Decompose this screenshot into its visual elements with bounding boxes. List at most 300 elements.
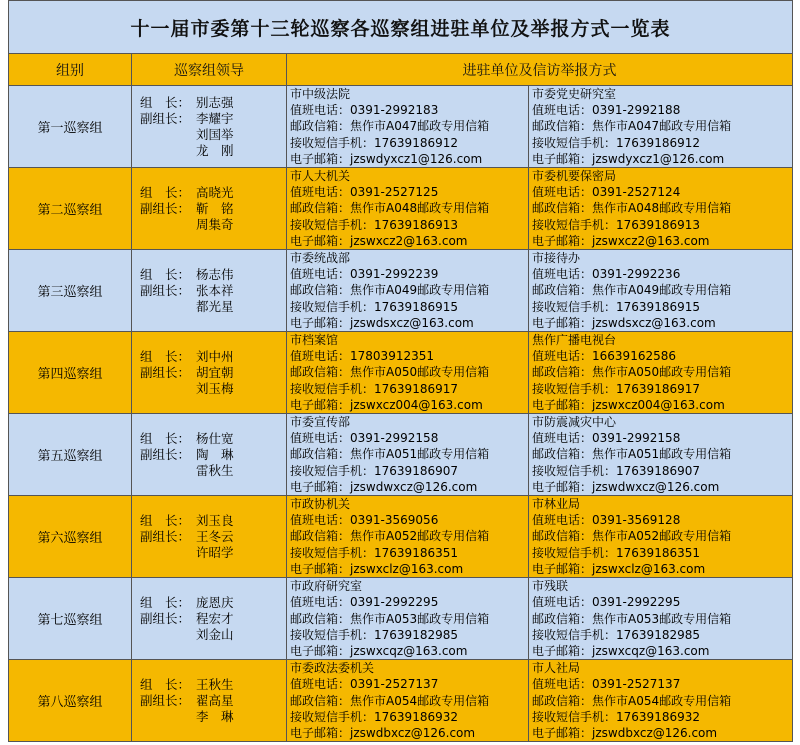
sms-value: 17639182985 xyxy=(616,627,700,642)
unit-sms-line xyxy=(290,217,525,233)
email-label: 电子邮箱： xyxy=(290,725,351,740)
phone-value: 0391-2992188 xyxy=(592,103,681,118)
group-name: 第七巡察组 xyxy=(9,578,132,660)
group-leaders xyxy=(132,250,287,332)
phone-value: 0391-2992158 xyxy=(350,431,439,446)
email-value: jzswxcqz@163.com xyxy=(592,643,710,658)
mailbox-label: 邮政信箱： xyxy=(532,447,593,462)
email-value: jzswdsxcz@163.com xyxy=(592,315,716,330)
deputy-row xyxy=(140,111,286,127)
deputy-row xyxy=(140,127,286,143)
sms-label: 接收短信手机： xyxy=(532,299,617,314)
leader-label: 组 长： xyxy=(140,430,191,446)
unit-name: 市人大机关 xyxy=(290,169,351,184)
deputy-row xyxy=(140,611,286,627)
unit-phone-line xyxy=(290,676,525,692)
unit-phone-line xyxy=(532,676,789,692)
sms-value: 17639186915 xyxy=(374,299,458,314)
unit-name: 市委政法委机关 xyxy=(290,661,375,676)
deputy-row xyxy=(140,365,286,381)
unit-mailbox-line xyxy=(290,611,525,627)
unit-name: 市林业局 xyxy=(532,497,581,512)
unit-phone-line xyxy=(532,430,789,446)
group-name: 第八巡察组 xyxy=(9,660,132,742)
group-name: 第一巡察组 xyxy=(9,86,132,168)
email-label: 电子邮箱： xyxy=(290,151,351,166)
sms-label: 接收短信手机： xyxy=(290,709,375,724)
unit-sms-line xyxy=(290,545,525,561)
unit-cell xyxy=(529,496,793,578)
unit-email-line xyxy=(532,725,789,741)
group-name: 第二巡察组 xyxy=(9,168,132,250)
mailbox-value: 焦作市A051邮政专用信箱 xyxy=(592,447,732,462)
phone-label: 值班电话： xyxy=(290,267,351,282)
mailbox-label: 邮政信箱： xyxy=(290,529,351,544)
unit-cell xyxy=(529,578,793,660)
unit-sms-line xyxy=(290,709,525,725)
unit-email-line xyxy=(290,315,525,331)
leader-row xyxy=(140,595,286,611)
email-label: 电子邮箱： xyxy=(290,643,351,658)
sms-value: 17639186932 xyxy=(616,709,700,724)
mailbox-label: 邮政信箱： xyxy=(290,447,351,462)
phone-value: 0391-3569056 xyxy=(350,513,439,528)
phone-label: 值班电话： xyxy=(290,595,351,610)
email-value: jzswxcz004@163.com xyxy=(350,397,483,412)
sms-label: 接收短信手机： xyxy=(532,217,617,232)
leader-name: 别志强 xyxy=(196,94,234,110)
deputy-row xyxy=(140,447,286,463)
unit-sms-line xyxy=(290,299,525,315)
email-value: jzswxclz@163.com xyxy=(350,561,464,576)
email-value: jzswdbxcz@126.com xyxy=(592,725,718,740)
mailbox-value: 焦作市A047邮政专用信箱 xyxy=(350,119,490,134)
table-row xyxy=(9,332,793,414)
leader-row xyxy=(140,677,286,693)
sms-label: 接收短信手机： xyxy=(290,463,375,478)
unit-cell xyxy=(287,414,529,496)
unit-phone-line xyxy=(532,184,789,200)
unit-cell xyxy=(529,250,793,332)
unit-phone-line xyxy=(290,512,525,528)
leader-name: 高晓光 xyxy=(196,184,234,200)
unit-email-line xyxy=(532,643,789,659)
phone-value: 17803912351 xyxy=(350,349,434,364)
unit-email-line xyxy=(290,397,525,413)
mailbox-label: 邮政信箱： xyxy=(532,201,593,216)
group-leaders xyxy=(132,168,287,250)
mailbox-value: 焦作市A048邮政专用信箱 xyxy=(592,201,732,216)
email-value: jzswdbxcz@126.com xyxy=(350,725,476,740)
mailbox-label: 邮政信箱： xyxy=(290,119,351,134)
unit-name: 市档案馆 xyxy=(290,333,339,348)
inspection-table xyxy=(8,0,793,742)
sms-value: 17639186907 xyxy=(374,463,458,478)
mailbox-label: 邮政信箱： xyxy=(532,611,593,626)
deputy-name: 王冬云 xyxy=(196,528,234,544)
sms-value: 17639186351 xyxy=(616,545,700,560)
group-name: 第六巡察组 xyxy=(9,496,132,578)
unit-cell xyxy=(287,332,529,414)
deputy-name: 胡宜朝 xyxy=(196,364,234,380)
leader-name: 王秋生 xyxy=(196,676,234,692)
table-row xyxy=(9,578,793,660)
deputy-name: 陶 琳 xyxy=(196,446,234,462)
unit-phone-line xyxy=(290,266,525,282)
unit-sms-line xyxy=(290,135,525,151)
unit-mailbox-line xyxy=(290,118,525,134)
unit-sms-line xyxy=(532,463,789,479)
mailbox-label: 邮政信箱： xyxy=(532,283,593,298)
unit-phone-line xyxy=(532,102,789,118)
sms-label: 接收短信手机： xyxy=(532,627,617,642)
unit-mailbox-line xyxy=(532,446,789,462)
unit-email-line xyxy=(290,643,525,659)
phone-value: 0391-2527125 xyxy=(350,185,439,200)
deputy-row xyxy=(140,143,286,159)
unit-name: 市人社局 xyxy=(532,661,581,676)
mailbox-label: 邮政信箱： xyxy=(532,365,593,380)
mailbox-label: 邮政信箱： xyxy=(290,611,351,626)
group-leaders xyxy=(132,332,287,414)
email-value: jzswdwxcz@126.com xyxy=(350,479,478,494)
unit-email-line xyxy=(532,479,789,495)
sms-value: 17639186913 xyxy=(616,217,700,232)
mailbox-value: 焦作市A052邮政专用信箱 xyxy=(350,529,490,544)
phone-label: 值班电话： xyxy=(290,677,351,692)
sms-label: 接收短信手机： xyxy=(532,135,617,150)
leader-label: 组 长： xyxy=(140,184,191,200)
unit-name: 市残联 xyxy=(532,579,569,594)
phone-value: 0391-2992158 xyxy=(592,431,681,446)
sms-value: 17639186917 xyxy=(374,381,458,396)
unit-mailbox-line xyxy=(532,200,789,216)
unit-sms-line xyxy=(290,381,525,397)
email-label: 电子邮箱： xyxy=(532,643,593,658)
sms-label: 接收短信手机： xyxy=(532,545,617,560)
unit-mailbox-line xyxy=(532,364,789,380)
unit-email-line xyxy=(532,233,789,249)
deputy-name: 李耀宇 xyxy=(196,110,234,126)
unit-email-line xyxy=(532,151,789,167)
group-leaders xyxy=(132,414,287,496)
leader-row xyxy=(140,185,286,201)
phone-value: 0391-2992295 xyxy=(350,595,439,610)
unit-phone-line xyxy=(290,102,525,118)
deputy-label: 副组长： xyxy=(140,528,191,544)
header-units: 进驻单位及信访举报方式 xyxy=(287,54,793,86)
group-leaders xyxy=(132,660,287,742)
unit-mailbox-line xyxy=(290,693,525,709)
sms-label: 接收短信手机： xyxy=(532,381,617,396)
email-label: 电子邮箱： xyxy=(290,479,351,494)
unit-sms-line xyxy=(532,709,789,725)
unit-cell xyxy=(287,660,529,742)
email-value: jzswdwxcz@126.com xyxy=(592,479,720,494)
sms-value: 17639186907 xyxy=(616,463,700,478)
email-label: 电子邮箱： xyxy=(532,561,593,576)
mailbox-label: 邮政信箱： xyxy=(290,201,351,216)
deputy-row xyxy=(140,283,286,299)
deputy-name: 张本祥 xyxy=(196,282,234,298)
sms-value: 17639186913 xyxy=(374,217,458,232)
unit-email-line xyxy=(290,725,525,741)
unit-email-line xyxy=(290,479,525,495)
unit-cell xyxy=(287,578,529,660)
email-label: 电子邮箱： xyxy=(532,725,593,740)
unit-mailbox-line xyxy=(290,282,525,298)
unit-name: 市中级法院 xyxy=(290,87,351,101)
mailbox-value: 焦作市A053邮政专用信箱 xyxy=(592,611,732,626)
phone-label: 值班电话： xyxy=(532,185,593,200)
sms-value: 17639186915 xyxy=(616,299,700,314)
unit-cell xyxy=(287,250,529,332)
leader-row xyxy=(140,513,286,529)
unit-name: 市委党史研究室 xyxy=(532,87,617,101)
sms-value: 17639186912 xyxy=(374,135,458,150)
mailbox-value: 焦作市A049邮政专用信箱 xyxy=(592,283,732,298)
unit-phone-line xyxy=(532,594,789,610)
deputy-name: 靳 铭 xyxy=(196,200,234,216)
email-label: 电子邮箱： xyxy=(290,397,351,412)
sms-value: 17639186912 xyxy=(616,135,700,150)
deputy-name: 程宏才 xyxy=(196,610,234,626)
unit-mailbox-line xyxy=(290,364,525,380)
group-leaders xyxy=(132,578,287,660)
unit-name: 市委宣传部 xyxy=(290,415,351,430)
deputy-name: 刘玉梅 xyxy=(196,380,234,396)
email-label: 电子邮箱： xyxy=(290,315,351,330)
phone-value: 0391-2992239 xyxy=(350,267,439,282)
mailbox-label: 邮政信箱： xyxy=(290,365,351,380)
unit-sms-line xyxy=(532,135,789,151)
mailbox-label: 邮政信箱： xyxy=(290,283,351,298)
sms-label: 接收短信手机： xyxy=(532,463,617,478)
sms-label: 接收短信手机： xyxy=(532,709,617,724)
unit-sms-line xyxy=(532,545,789,561)
phone-label: 值班电话： xyxy=(532,431,593,446)
unit-phone-line xyxy=(532,348,789,364)
leader-row xyxy=(140,267,286,283)
mailbox-value: 焦作市A049邮政专用信箱 xyxy=(350,283,490,298)
deputy-row xyxy=(140,201,286,217)
email-label: 电子邮箱： xyxy=(532,397,593,412)
mailbox-label: 邮政信箱： xyxy=(532,693,593,708)
phone-label: 值班电话： xyxy=(532,677,593,692)
unit-phone-line xyxy=(290,184,525,200)
leader-label: 组 长： xyxy=(140,676,191,692)
unit-cell xyxy=(529,660,793,742)
leader-name: 庞恩庆 xyxy=(196,594,234,610)
deputy-label: 副组长： xyxy=(140,110,191,126)
deputy-label: 副组长： xyxy=(140,200,191,216)
phone-label: 值班电话： xyxy=(290,103,351,118)
table-row xyxy=(9,496,793,578)
table-row xyxy=(9,168,793,250)
unit-sms-line xyxy=(290,627,525,643)
email-value: jzswxclz@163.com xyxy=(592,561,706,576)
unit-phone-line xyxy=(290,594,525,610)
unit-name: 市防震减灾中心 xyxy=(532,415,617,430)
mailbox-value: 焦作市A047邮政专用信箱 xyxy=(592,119,732,134)
header-leaders: 巡察组领导 xyxy=(132,54,287,86)
deputy-label: 副组长： xyxy=(140,364,191,380)
page-title: 十一届市委第十三轮巡察各巡察组进驻单位及举报方式一览表 xyxy=(9,1,793,54)
phone-value: 0391-2992183 xyxy=(350,103,439,118)
leader-name: 刘玉良 xyxy=(196,512,234,528)
unit-mailbox-line xyxy=(532,118,789,134)
table-row xyxy=(9,414,793,496)
email-label: 电子邮箱： xyxy=(290,233,351,248)
mailbox-value: 焦作市A054邮政专用信箱 xyxy=(592,693,732,708)
sms-value: 17639186932 xyxy=(374,709,458,724)
unit-mailbox-line xyxy=(290,200,525,216)
phone-value: 0391-2527137 xyxy=(350,677,439,692)
mailbox-label: 邮政信箱： xyxy=(290,693,351,708)
sms-label: 接收短信手机： xyxy=(290,217,375,232)
unit-email-line xyxy=(290,561,525,577)
leader-row xyxy=(140,95,286,111)
table-body xyxy=(9,86,793,742)
table-row xyxy=(9,86,793,168)
leader-name: 杨志伟 xyxy=(196,266,234,282)
deputy-name: 周集奇 xyxy=(196,216,234,232)
phone-value: 0391-3569128 xyxy=(592,513,681,528)
unit-email-line xyxy=(532,315,789,331)
deputy-row xyxy=(140,709,286,725)
email-value: jzswxcz004@163.com xyxy=(592,397,725,412)
leader-label: 组 长： xyxy=(140,94,191,110)
unit-cell xyxy=(529,332,793,414)
unit-cell xyxy=(529,168,793,250)
unit-mailbox-line xyxy=(290,446,525,462)
unit-sms-line xyxy=(290,463,525,479)
group-name: 第四巡察组 xyxy=(9,332,132,414)
sms-label: 接收短信手机： xyxy=(290,545,375,560)
sms-value: 17639186917 xyxy=(616,381,700,396)
mailbox-value: 焦作市A050邮政专用信箱 xyxy=(592,365,732,380)
phone-label: 值班电话： xyxy=(532,513,593,528)
deputy-row xyxy=(140,299,286,315)
deputy-row xyxy=(140,463,286,479)
phone-value: 0391-2992236 xyxy=(592,267,681,282)
unit-name: 市委机要保密局 xyxy=(532,169,617,184)
deputy-label: 副组长： xyxy=(140,446,191,462)
deputy-row xyxy=(140,627,286,643)
unit-cell xyxy=(287,496,529,578)
mailbox-value: 焦作市A050邮政专用信箱 xyxy=(350,365,490,380)
unit-phone-line xyxy=(290,348,525,364)
deputy-label: 副组长： xyxy=(140,610,191,626)
deputy-name: 许昭学 xyxy=(196,544,234,560)
group-name: 第五巡察组 xyxy=(9,414,132,496)
unit-cell xyxy=(529,86,793,168)
email-value: jzswdsxcz@163.com xyxy=(350,315,474,330)
deputy-row xyxy=(140,545,286,561)
phone-value: 0391-2527137 xyxy=(592,677,681,692)
table-row xyxy=(9,660,793,742)
sms-value: 17639186351 xyxy=(374,545,458,560)
unit-email-line xyxy=(532,397,789,413)
phone-value: 0391-2527124 xyxy=(592,185,681,200)
unit-phone-line xyxy=(532,266,789,282)
header-group: 组别 xyxy=(9,54,132,86)
group-name: 第三巡察组 xyxy=(9,250,132,332)
email-value: jzswdyxcz1@126.com xyxy=(592,151,725,166)
email-value: jzswdyxcz1@126.com xyxy=(350,151,483,166)
deputy-row xyxy=(140,529,286,545)
sms-label: 接收短信手机： xyxy=(290,135,375,150)
sms-label: 接收短信手机： xyxy=(290,627,375,642)
sms-label: 接收短信手机： xyxy=(290,299,375,314)
phone-label: 值班电话： xyxy=(290,431,351,446)
sms-value: 17639182985 xyxy=(374,627,458,642)
phone-value: 0391-2992295 xyxy=(592,595,681,610)
deputy-name: 翟高星 xyxy=(196,692,234,708)
phone-label: 值班电话： xyxy=(532,595,593,610)
leader-row xyxy=(140,349,286,365)
mailbox-value: 焦作市A054邮政专用信箱 xyxy=(350,693,490,708)
mailbox-value: 焦作市A051邮政专用信箱 xyxy=(350,447,490,462)
unit-mailbox-line xyxy=(532,611,789,627)
email-value: jzswxcz2@163.com xyxy=(592,233,710,248)
unit-sms-line xyxy=(532,627,789,643)
deputy-name: 雷秋生 xyxy=(196,462,234,478)
deputy-row xyxy=(140,217,286,233)
unit-mailbox-line xyxy=(290,528,525,544)
unit-mailbox-line xyxy=(532,282,789,298)
mailbox-label: 邮政信箱： xyxy=(532,119,593,134)
unit-name: 市政府研究室 xyxy=(290,579,363,594)
deputy-label: 副组长： xyxy=(140,282,191,298)
leader-name: 杨仕宽 xyxy=(196,430,234,446)
unit-sms-line xyxy=(532,299,789,315)
unit-cell xyxy=(287,86,529,168)
email-value: jzswxcz2@163.com xyxy=(350,233,468,248)
unit-email-line xyxy=(290,151,525,167)
unit-mailbox-line xyxy=(532,693,789,709)
unit-name: 市委统战部 xyxy=(290,251,351,266)
inspection-table-sheet xyxy=(8,0,792,742)
sms-label: 接收短信手机： xyxy=(290,381,375,396)
deputy-row xyxy=(140,381,286,397)
deputy-name: 都光星 xyxy=(196,298,234,314)
deputy-label: 副组长： xyxy=(140,692,191,708)
email-label: 电子邮箱： xyxy=(290,561,351,576)
phone-label: 值班电话： xyxy=(532,349,593,364)
unit-name: 市接待办 xyxy=(532,251,581,266)
mailbox-value: 焦作市A052邮政专用信箱 xyxy=(592,529,732,544)
unit-cell xyxy=(529,414,793,496)
leader-label: 组 长： xyxy=(140,594,191,610)
leader-row xyxy=(140,431,286,447)
leader-name: 刘中州 xyxy=(196,348,234,364)
unit-sms-line xyxy=(532,381,789,397)
email-label: 电子邮箱： xyxy=(532,233,593,248)
email-value: jzswxcqz@163.com xyxy=(350,643,468,658)
phone-label: 值班电话： xyxy=(290,349,351,364)
phone-label: 值班电话： xyxy=(290,185,351,200)
email-label: 电子邮箱： xyxy=(532,479,593,494)
unit-cell xyxy=(287,168,529,250)
email-label: 电子邮箱： xyxy=(532,315,593,330)
unit-email-line xyxy=(290,233,525,249)
deputy-row xyxy=(140,693,286,709)
deputy-name: 龙 刚 xyxy=(196,142,234,158)
leader-label: 组 长： xyxy=(140,266,191,282)
table-row xyxy=(9,250,793,332)
unit-email-line xyxy=(532,561,789,577)
